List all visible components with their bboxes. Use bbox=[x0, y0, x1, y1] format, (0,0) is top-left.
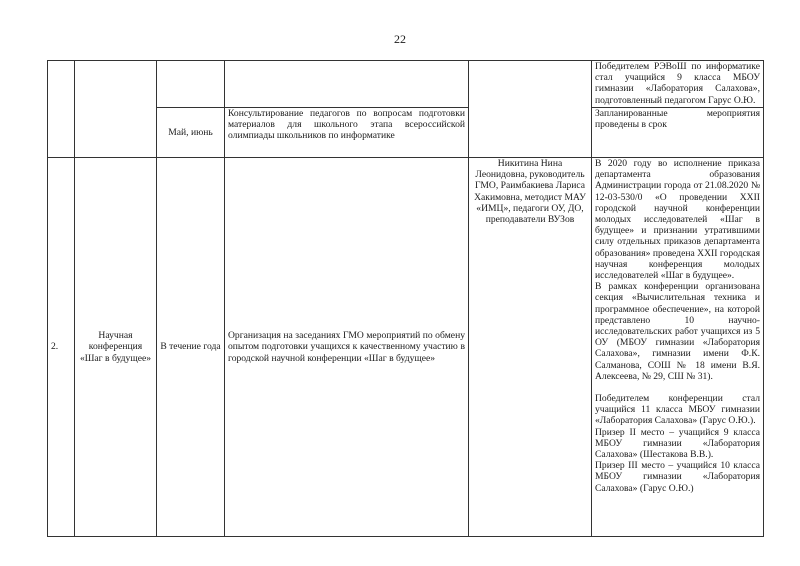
cell-num: 2. bbox=[48, 158, 75, 537]
cell-result: Победителем РЭВоШ по информатике стал учащийся 9 класса МБОУ гимназии «Лаборатория Салахова», подготовленный педагогом Гарус О.Ю. bbox=[592, 61, 764, 108]
cell-period: В течение года bbox=[157, 158, 225, 537]
cell-activity: Консультирование педагогов по вопросам подготовки материалов для школьного этапа всероссийской олимпиады школьников по информатике bbox=[225, 108, 469, 158]
cell-event-name bbox=[75, 61, 157, 158]
result-paragraph: В рамках конференции организована секция «Вычислительная техника и программное обеспечение», на которой представлено 10 научно-исследовательских работ учащихся из 5 ОУ (МБОУ гимназии «Лаборатория Салахова», гимназии имени Ф.К. Салманова, СОШ № 18 имени В.Я. Алексеева, № 29, СШ № 31). bbox=[595, 281, 760, 382]
result-paragraph: Победителем конференции стал учащийся 11 класса МБОУ гимназии «Лаборатория Салахова» (Гарус О.Ю.). bbox=[595, 393, 760, 427]
cell-period bbox=[157, 61, 225, 108]
cell-responsible: Никитина Нина Леонидовна, руководитель ГМО, Раимбакиева Лариса Хакимовна, методист МАУ «ИМЦ», педагоги ОУ, ДО, преподаватели ВУЗов bbox=[469, 158, 592, 537]
cell-event-name: Научная конференция «Шаг в будущее» bbox=[75, 158, 157, 537]
cell-activity: Организация на заседаниях ГМО мероприятий по обмену опытом подготовки учащихся к качественному участию в городской научной конференции «Шаг в будущее» bbox=[225, 158, 469, 537]
result-paragraph: Призер III место – учащийся 10 класса МБОУ гимназии «Лаборатория Салахова» (Гарус О.Ю.) bbox=[595, 460, 760, 494]
cell-num bbox=[48, 61, 75, 158]
plan-report-table bbox=[47, 60, 764, 537]
cell-activity bbox=[225, 61, 469, 108]
table-row-2 bbox=[48, 158, 764, 537]
result-paragraph: Призер II место – учащийся 9 класса МБОУ гимназии «Лаборатория Салахова» (Шестакова В.В.). bbox=[595, 426, 760, 461]
table-row-continuation-a bbox=[48, 61, 764, 108]
cell-responsible bbox=[469, 61, 592, 158]
cell-result: Запланированные мероприятия проведены в срок bbox=[592, 108, 764, 158]
result-paragraph: В 2020 году во исполнение приказа департамента образования Администрации города от 21.08.2020 № 12-03-530/0 «О проведении XXII городской научной конференции молодых исследователей «Шаг в будущее» и признании утратившими силу отдельных приказов департамента образования» проведена XXII городская научная конференция молодых исследователей «Шаг в будущее». bbox=[595, 158, 760, 282]
cell-period: Май, июнь bbox=[157, 108, 225, 158]
page-number: 22 bbox=[394, 32, 406, 46]
cell-result bbox=[592, 158, 764, 537]
spacer bbox=[595, 382, 760, 393]
